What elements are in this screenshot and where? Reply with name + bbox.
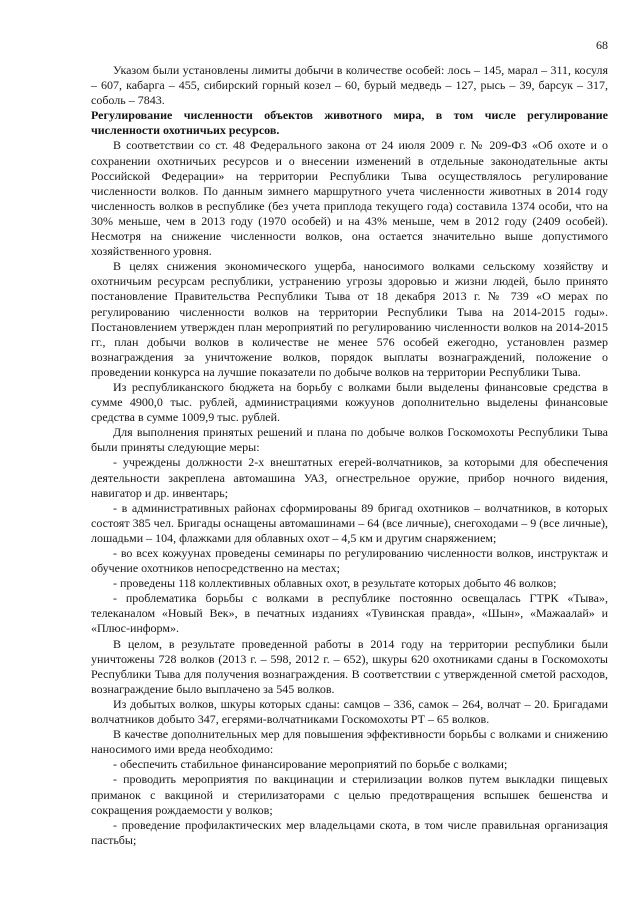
list-item: - учреждены должности 2-х внештатных егерей-волчатников, за которыми для обеспечения деятельности закреплена автомашина УАЗ, огнестрельное оружие, прибор ночного видения, навигатор и др. инвентарь; [91, 455, 608, 500]
list-item: - проводить мероприятия по вакцинации и стерилизации волков путем выкладки пищевых приманок с вакциной и стерилизаторами с целью предотвращения вспышек бешенства и сокращения рождаемости у волков; [91, 772, 608, 817]
paragraph-resolution: В целях снижения экономического ущерба, наносимого волками сельскому хозяйству и охотничьим ресурсам республики, устранению угрозы здоровью и жизни людей, было принято постановление Правительства Республики Тыва от 18 декабря 2013 г. № 739 «О мерах по регулированию численности волков на территории Республики Тыва на 2014-2015 годы». Постановлением утвержден план мероприятий по регулированию численности волков на 2014-2015 гг., план добычи волков в количестве не менее 576 особей ежегодно, установлен размер вознаграждения за уничтожение волков, порядок выплаты вознаграждений, положение о проведении конкурса на лучшие показатели по добыче волков на территории Республики Тыва. [91, 259, 608, 379]
document-body [91, 63, 608, 848]
section-heading: Регулирование численности объектов животного мира, в том числе регулирование численности охотничьих ресурсов. [91, 108, 608, 138]
paragraph-legal-basis: В соответствии со ст. 48 Федерального закона от 24 июля 2009 г. № 209-ФЗ «Об охоте и о сохранении охотничьих ресурсов и о внесении изменений в отдельные законодательные акты Российской Федерации» на территории Республики Тыва осуществлялось регулирование численности волков. По данным зимнего маршрутного учета численности животных в 2014 году численность волков в республике (без учета приплода текущего года) составила 1374 особи, что на 30% меньше, чем в 2013 году (1970 особей) и на 43% меньше, чем в 2012 году (2409 особей). Несмотря на снижение численности волков, она остается значительно выше допустимого хозяйственного уровня. [91, 138, 608, 259]
list-item: - проведены 118 коллективных облавных охот, в результате которых добыто 46 волков; [113, 576, 557, 591]
paragraph-funding: Из республиканского бюджета на борьбу с волками были выделены финансовые средства в сумме 4900,0 тыс. рублей, администрациями кожуунов дополнительно выделены финансовые средства в сумме 1009,9 тыс. рублей. [91, 379, 608, 425]
page-number: 68 [596, 38, 608, 52]
paragraph-additional-measures: В качестве дополнительных мер для повышения эффективности борьбы с волками и снижению наносимого ими вреда необходимо: [91, 727, 608, 757]
paragraph-pelts: Из добытых волков, шкуры которых сданы: самцов – 336, самок – 264, волчат – 20. Бригадами волчатников добыто 347, егерями-волчатниками Госкомохоты РТ – 65 волков. [91, 696, 608, 727]
list-item: - проведение профилактических мер владельцами скота, в том числе правильная организация пастьбы; [91, 817, 608, 847]
list-item: - обеспечить стабильное финансирование мероприятий по борьбе с волками; [113, 757, 508, 772]
list-item: - проблематика борьбы с волками в республике постоянно освещалась ГТРК «Тыва», телеканалом «Новый Век», в печатных изданиях «Тувинская правда», «Шын», «Мажаалай» и «Плюс-информ». [91, 591, 608, 636]
paragraph-limits: Указом были установлены лимиты добычи в количестве особей: лось – 145, марал – 311, косуля – 607, кабарга – 455, сибирский горный козел – 60, бурый медведь – 127, рысь – 39, барсук – 317, соболь – 7843. [91, 63, 608, 108]
list-item: - в административных районах сформированы 89 бригад охотников – волчатников, в которых состоят 385 чел. Бригады оснащены автомашинами – 64 (все личные), снегоходами – 9 (все личные), лошадьми – 104, флажками для облавных охот – 4,5 км и другим снаряжением; [91, 500, 608, 545]
paragraph-results: В целом, в результате проведенной работы в 2014 году на территории республики были уничтожены 728 волков (2013 г. – 598, 2012 г. – 652), шкуры 620 охотниками сданы в Госкомохоты Республики Тыва для получения вознаграждения. В соответствии с утвержденной сметой расходов, вознаграждение было выплачено за 545 волков. [91, 636, 608, 696]
paragraph-measures-intro: Для выполнения принятых решений и плана по добыче волков Госкомохоты Республики Тыва были приняты следующие меры: [91, 425, 608, 455]
list-item: - во всех кожуунах проведены семинары по регулированию численности волков, инструктаж и обучение охотников непосредственно на местах; [91, 546, 608, 576]
